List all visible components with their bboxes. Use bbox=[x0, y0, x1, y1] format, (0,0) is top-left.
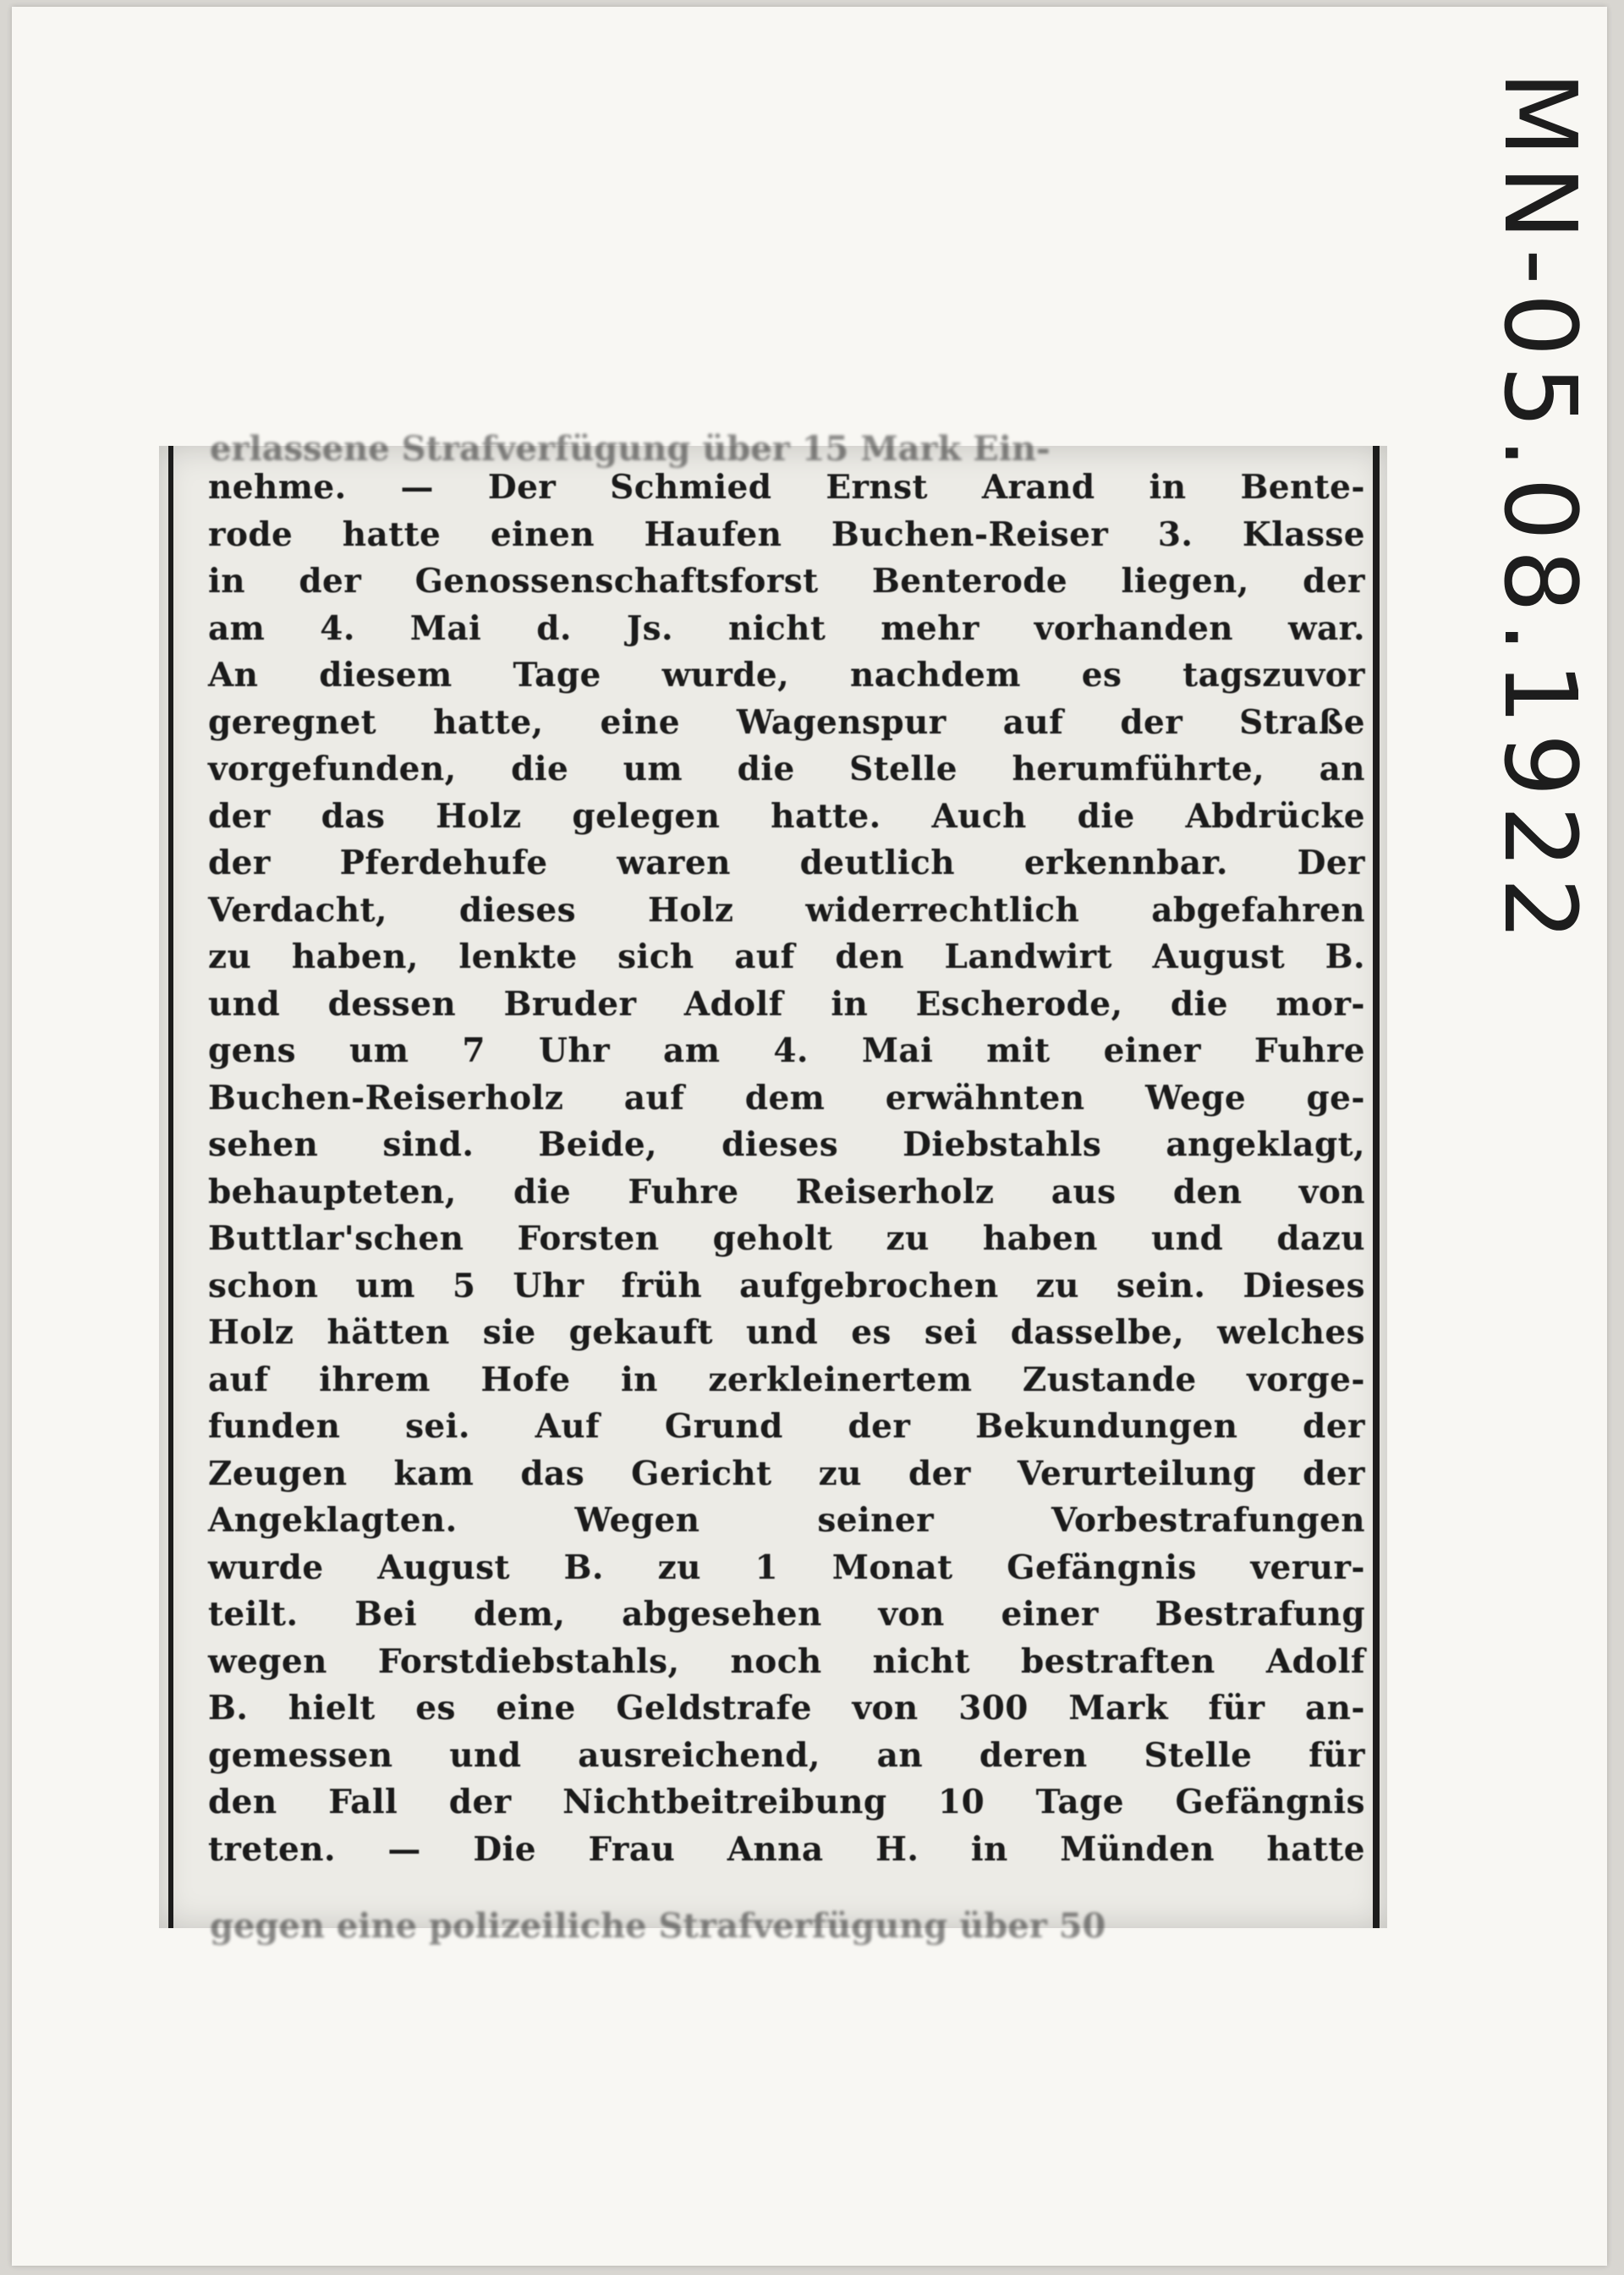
article-line: rode hatte einen Haufen Buchen-Reiser 3. Klasse bbox=[208, 514, 1365, 554]
clipping-cut-top-line: erlassene Strafverfügung über 15 Mark Ein- bbox=[210, 429, 1051, 469]
article-line: vorgefunden, die um die Stelle herumführte, an bbox=[208, 750, 1365, 789]
article-line: funden sei. Auf Grund der Bekundungen der bbox=[208, 1407, 1365, 1446]
article-line: Angeklagten. Wegen seiner Vorbestrafungen bbox=[208, 1501, 1365, 1540]
article-line: der das Holz gelegen hatte. Auch die Abdrücke bbox=[208, 796, 1365, 836]
article-line: und dessen Bruder Adolf in Escherode, die mor- bbox=[208, 984, 1365, 1024]
handwritten-date-text: MN-05.08.1922 bbox=[1482, 70, 1599, 950]
article-line: der Pferdehufe waren deutlich erkennbar. Der bbox=[208, 844, 1365, 882]
column-rule-left bbox=[168, 446, 173, 1928]
article-line: Zeugen kam das Gericht zu der Verurteilung der bbox=[208, 1453, 1365, 1493]
newspaper-clipping-photo bbox=[159, 429, 1387, 1946]
article-line: Buchen-Reiserholz auf dem erwähnten Wege ge- bbox=[208, 1078, 1365, 1118]
article-line: wurde August B. zu 1 Monat Gefängnis verur- bbox=[208, 1547, 1365, 1587]
handwritten-date-annotation bbox=[1477, 66, 1604, 954]
article-line: am 4. Mai d. Js. nicht mehr vorhanden war. bbox=[208, 608, 1365, 648]
photo-paper-card bbox=[12, 7, 1607, 2266]
article-line: nehme. — Der Schmied Ernst Arand in Bente- bbox=[208, 468, 1365, 507]
article-line: gemessen und ausreichend, an deren Stelle für bbox=[208, 1735, 1365, 1775]
article-text-block bbox=[208, 464, 1365, 1873]
article-line: in der Genossenschaftsforst Benterode liegen, der bbox=[208, 562, 1365, 601]
clipping-cut-bottom-line: gegen eine polizeiliche Strafverfügung über 50 bbox=[210, 1906, 1106, 1946]
article-line: An diesem Tage wurde, nachdem es tagszuvor bbox=[208, 656, 1365, 695]
article-line: Holz hätten sie gekauft und es sei dasselbe, welches bbox=[208, 1313, 1365, 1352]
article-line: treten. — Die Frau Anna H. in Münden hatte bbox=[208, 1829, 1365, 1869]
column-rule-right bbox=[1373, 446, 1380, 1928]
article-line: sehen sind. Beide, dieses Diebstahls angeklagt, bbox=[208, 1125, 1365, 1164]
article-line: geregnet hatte, eine Wagenspur auf der Straße bbox=[208, 702, 1365, 742]
article-line: behaupteten, die Fuhre Reiserholz aus den von bbox=[208, 1172, 1365, 1212]
article-line: gens um 7 Uhr am 4. Mai mit einer Fuhre bbox=[208, 1031, 1365, 1070]
article-line: wegen Forstdiebstahls, noch nicht bestraften Adolf bbox=[208, 1641, 1365, 1681]
article-line: den Fall der Nichtbeitreibung 10 Tage Gefängnis bbox=[208, 1783, 1365, 1822]
article-line: schon um 5 Uhr früh aufgebrochen zu sein. Dieses bbox=[208, 1266, 1365, 1305]
article-line: Buttlar'schen Forsten geholt zu haben und dazu bbox=[208, 1219, 1365, 1258]
article-line: B. hielt es eine Geldstrafe von 300 Mark für an- bbox=[208, 1689, 1365, 1728]
article-line: zu haben, lenkte sich auf den Landwirt August B. bbox=[208, 937, 1365, 976]
article-line: teilt. Bei dem, abgesehen von einer Bestrafung bbox=[208, 1595, 1365, 1634]
article-line: Verdacht, dieses Holz widerrechtlich abgefahren bbox=[208, 890, 1365, 930]
article-line: auf ihrem Hofe in zerkleinertem Zustande vorge- bbox=[208, 1360, 1365, 1399]
